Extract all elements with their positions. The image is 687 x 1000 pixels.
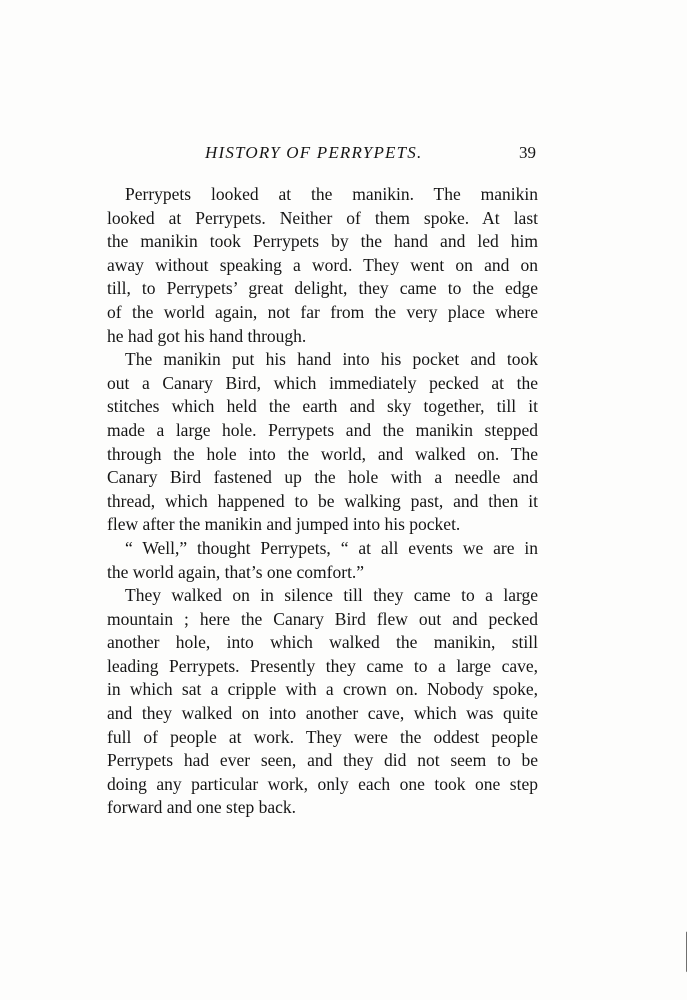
text-line: full of people at work. They were the oddest people [107, 726, 538, 747]
text-line: the manikin took Perrypets by the hand and led him [107, 231, 538, 252]
text-line: the world again, that’s one comfort.” [107, 561, 365, 582]
text-line: doing any particular work, only each one took one step [107, 773, 538, 794]
text-line: another hole, into which walked the manikin, still [107, 632, 538, 653]
body-text [107, 183, 538, 820]
paragraph-1 [107, 183, 538, 348]
text-line: till, to Perrypets’ great delight, they came to the edge [107, 278, 538, 299]
edge-scan-mark [676, 931, 687, 980]
text-line: thread, which happened to be walking past, and then it [107, 490, 538, 511]
text-line: he had got his hand through. [107, 325, 307, 346]
text-line: The manikin put his hand into his pocket and took [125, 349, 538, 370]
text-line: stitches which held the earth and sky together, till it [107, 396, 538, 417]
text-line: of the world again, not far from the very place where [107, 301, 538, 322]
text-line: mountain ; here the Canary Bird flew out and pecked [107, 608, 538, 629]
text-line: Perrypets looked at the manikin. The manikin [125, 184, 538, 204]
text-line: Perrypets had ever seen, and they did not seem to be [107, 750, 538, 771]
text-line: Canary Bird fastened up the hole with a needle and [107, 467, 538, 488]
text-line: flew after the manikin and jumped into his pocket. [107, 514, 461, 535]
text-line: “ Well,” thought Perrypets, “ at all events we are in [125, 537, 538, 558]
text-line: and they walked on into another cave, which was quite [107, 703, 538, 724]
running-head [0, 143, 687, 167]
text-line: away without speaking a word. They went on and on [107, 254, 538, 275]
text-line: out a Canary Bird, which immediately pecked at the [107, 372, 538, 393]
page-number: 39 [519, 143, 536, 162]
text-line: looked at Perrypets. Neither of them spoke. At last [107, 207, 538, 228]
text-line: forward and one step back. [107, 797, 297, 818]
text-line: through the hole into the world, and walked on. The [107, 443, 538, 464]
running-title: HISTORY OF PERRYPETS. [205, 143, 423, 162]
paragraph-3 [107, 537, 538, 584]
text-line: made a large hole. Perrypets and the manikin stepped [107, 419, 538, 440]
text-line: leading Perrypets. Presently they came to a large cave, [107, 655, 538, 676]
paragraph-2 [107, 348, 538, 537]
text-line: They walked on in silence till they came to a large [125, 585, 538, 606]
text-line: in which sat a cripple with a crown on. Nobody spoke, [107, 679, 538, 700]
paragraph-4 [107, 584, 538, 820]
